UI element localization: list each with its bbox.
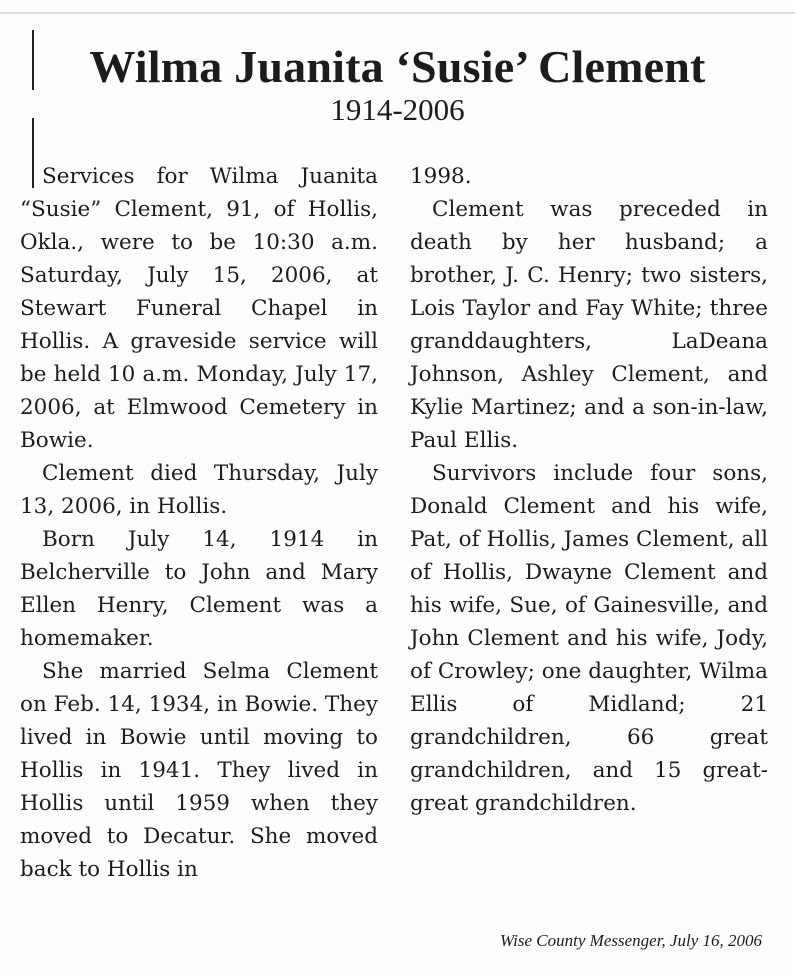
- left-column: [20, 160, 378, 886]
- obituary-title: Wilma Juanita ‘Susie’ Clement: [89, 41, 706, 92]
- paragraph-birth: Born July 14, 1914 in Belcherville to John and Mary Ellen Henry, Clement was a homemaker.: [20, 527, 378, 651]
- source-credit: Wise County Messenger, July 16, 2006: [499, 931, 762, 950]
- paragraph-marriage: She married Selma Clement on Feb. 14, 1934, in Bowie. They lived in Bowie until moving to Hollis in 1941. They lived in Hollis until 1959 when they moved to Decatur. She moved back to Hollis in: [20, 659, 378, 882]
- paragraph-survivors: Survivors include four sons, Donald Clement and his wife, Pat, of Hollis, James Clement, all of Hollis, Dwayne Clement and his wife, Sue, of Gainesville, and John Clement and his wife, Jody, of Crowley; one daughter, Wilma Ellis of Midland; 21 grandchildren, 66 great grandchildren, and 15 great-great grandchildren.: [410, 461, 768, 816]
- paragraph-preceded: Clement was preceded in death by her husband; a brother, J. C. Henry; two sisters, Lois Taylor and Fay White; three granddaughters, LaDeana Johnson, Ashley Clement, and Kylie Martinez; and a son-in-law, Paul Ellis.: [410, 197, 768, 453]
- paragraph-continued: 1998.: [410, 164, 472, 189]
- paragraph-death: Clement died Thursday, July 13, 2006, in Hollis.: [20, 461, 378, 519]
- paragraph-services: Services for Wilma Juanita “Susie” Clement, 91, of Hollis, Okla., were to be 10:30 a.m. Saturday, July 15, 2006, at Stewart Funeral Chapel in Hollis. A graveside service will be held 10 a.m. Monday, July 17, 2006, at Elmwood Cemetery in Bowie.: [20, 164, 378, 453]
- life-dates: 1914-2006: [330, 92, 465, 127]
- clipping-edge: [0, 12, 795, 14]
- right-column: [410, 160, 768, 820]
